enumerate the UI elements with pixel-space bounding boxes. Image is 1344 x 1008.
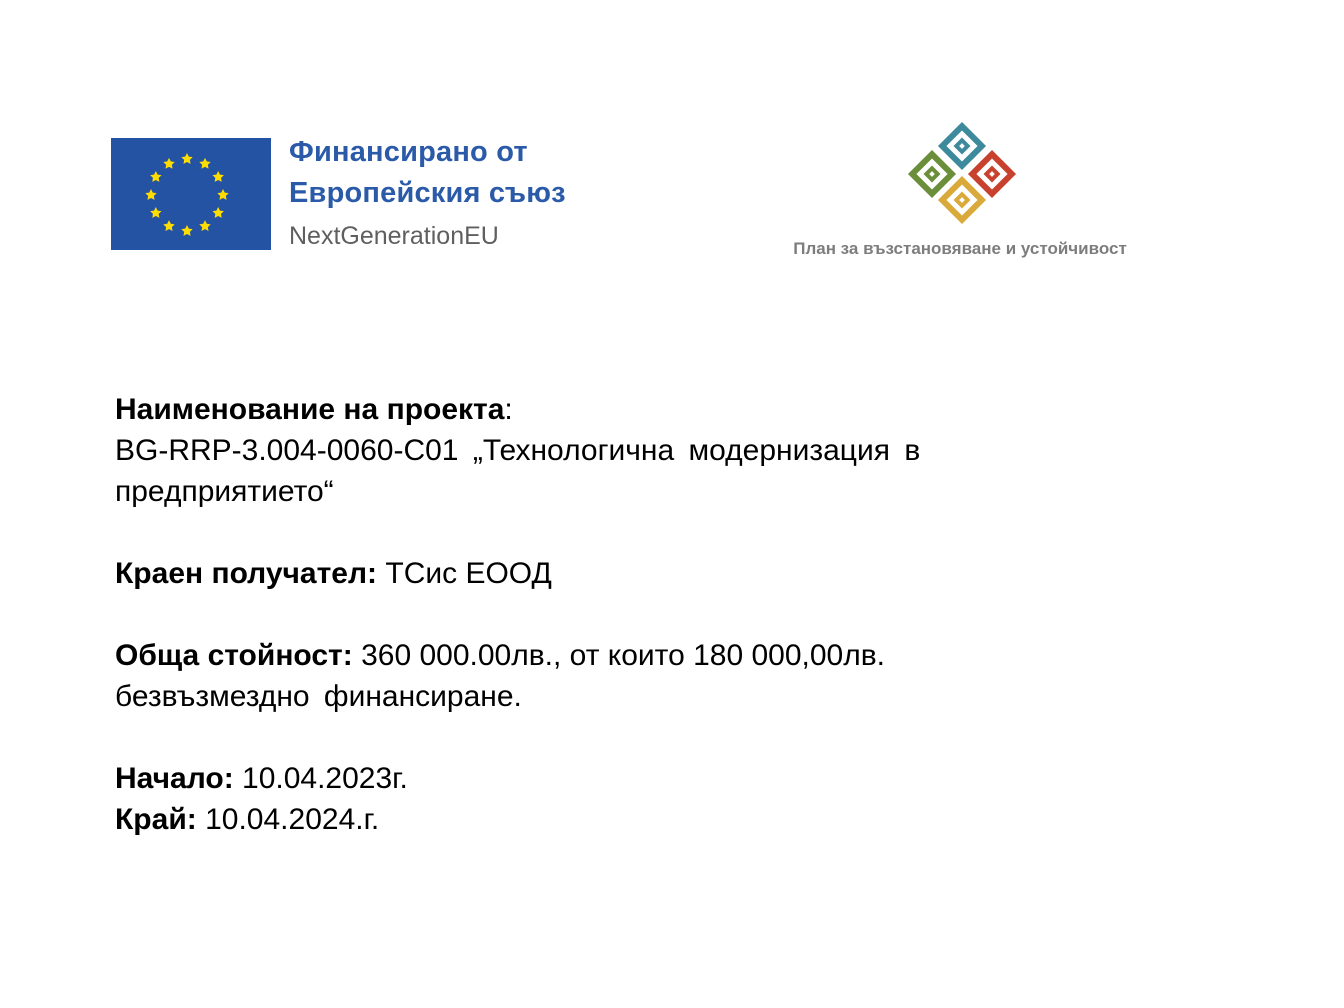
eu-text-line2: Европейския съюз: [289, 177, 566, 209]
eu-star-icon: [217, 189, 228, 200]
eu-text-nextgeneration: NextGenerationEU: [289, 222, 499, 250]
eu-star-icon: [212, 207, 223, 218]
eu-star-icon: [145, 189, 156, 200]
total-value-amount: 360 000.00лв., от които 180 000,00лв.: [352, 639, 886, 672]
recipient-label: Краен получател:: [115, 557, 378, 590]
eu-text-line1: Финансирано от: [289, 136, 528, 168]
project-name-line1: BG-RRP-3.004-0060-C01 „Технологична модернизация в: [115, 434, 921, 467]
project-name-colon: :: [504, 393, 513, 426]
eu-star-icon: [150, 207, 161, 218]
total-value-line2: безвъзмездно финансиране.: [115, 680, 522, 713]
eu-star-icon: [181, 225, 192, 236]
eu-star-icon: [199, 158, 210, 169]
eu-flag-icon: [111, 138, 271, 250]
eu-star-icon: [163, 158, 174, 169]
start-date-value: 10.04.2023г.: [233, 762, 408, 795]
start-date-label: Начало:: [115, 762, 234, 795]
total-value-label: Обща стойност:: [115, 639, 353, 672]
project-name-label: Наименование на проекта: [115, 393, 505, 426]
eu-star-icon: [150, 171, 161, 182]
total-value-row: [115, 635, 1055, 676]
eu-funding-text: [289, 132, 566, 256]
eu-star-icon: [212, 171, 223, 182]
recipient-value: ТСис ЕООД: [377, 557, 552, 590]
recovery-plan-logo-icon: [900, 118, 1025, 228]
project-name-line2: предприятието“: [115, 475, 334, 508]
eu-funding-logo: [111, 132, 611, 257]
eu-star-icon: [181, 153, 192, 164]
project-info: [115, 389, 1055, 840]
end-date-label: Край:: [115, 803, 197, 836]
eu-star-icon: [199, 220, 210, 231]
recovery-plan-caption: План за възстановяване и устойчивост: [793, 239, 1127, 258]
start-date-row: [115, 758, 1055, 799]
end-date-row: [115, 799, 1055, 840]
eu-star-icon: [163, 220, 174, 231]
end-date-value: 10.04.2024.г.: [196, 803, 380, 836]
project-name-heading: [115, 389, 1055, 430]
recipient-row: [115, 553, 1055, 594]
